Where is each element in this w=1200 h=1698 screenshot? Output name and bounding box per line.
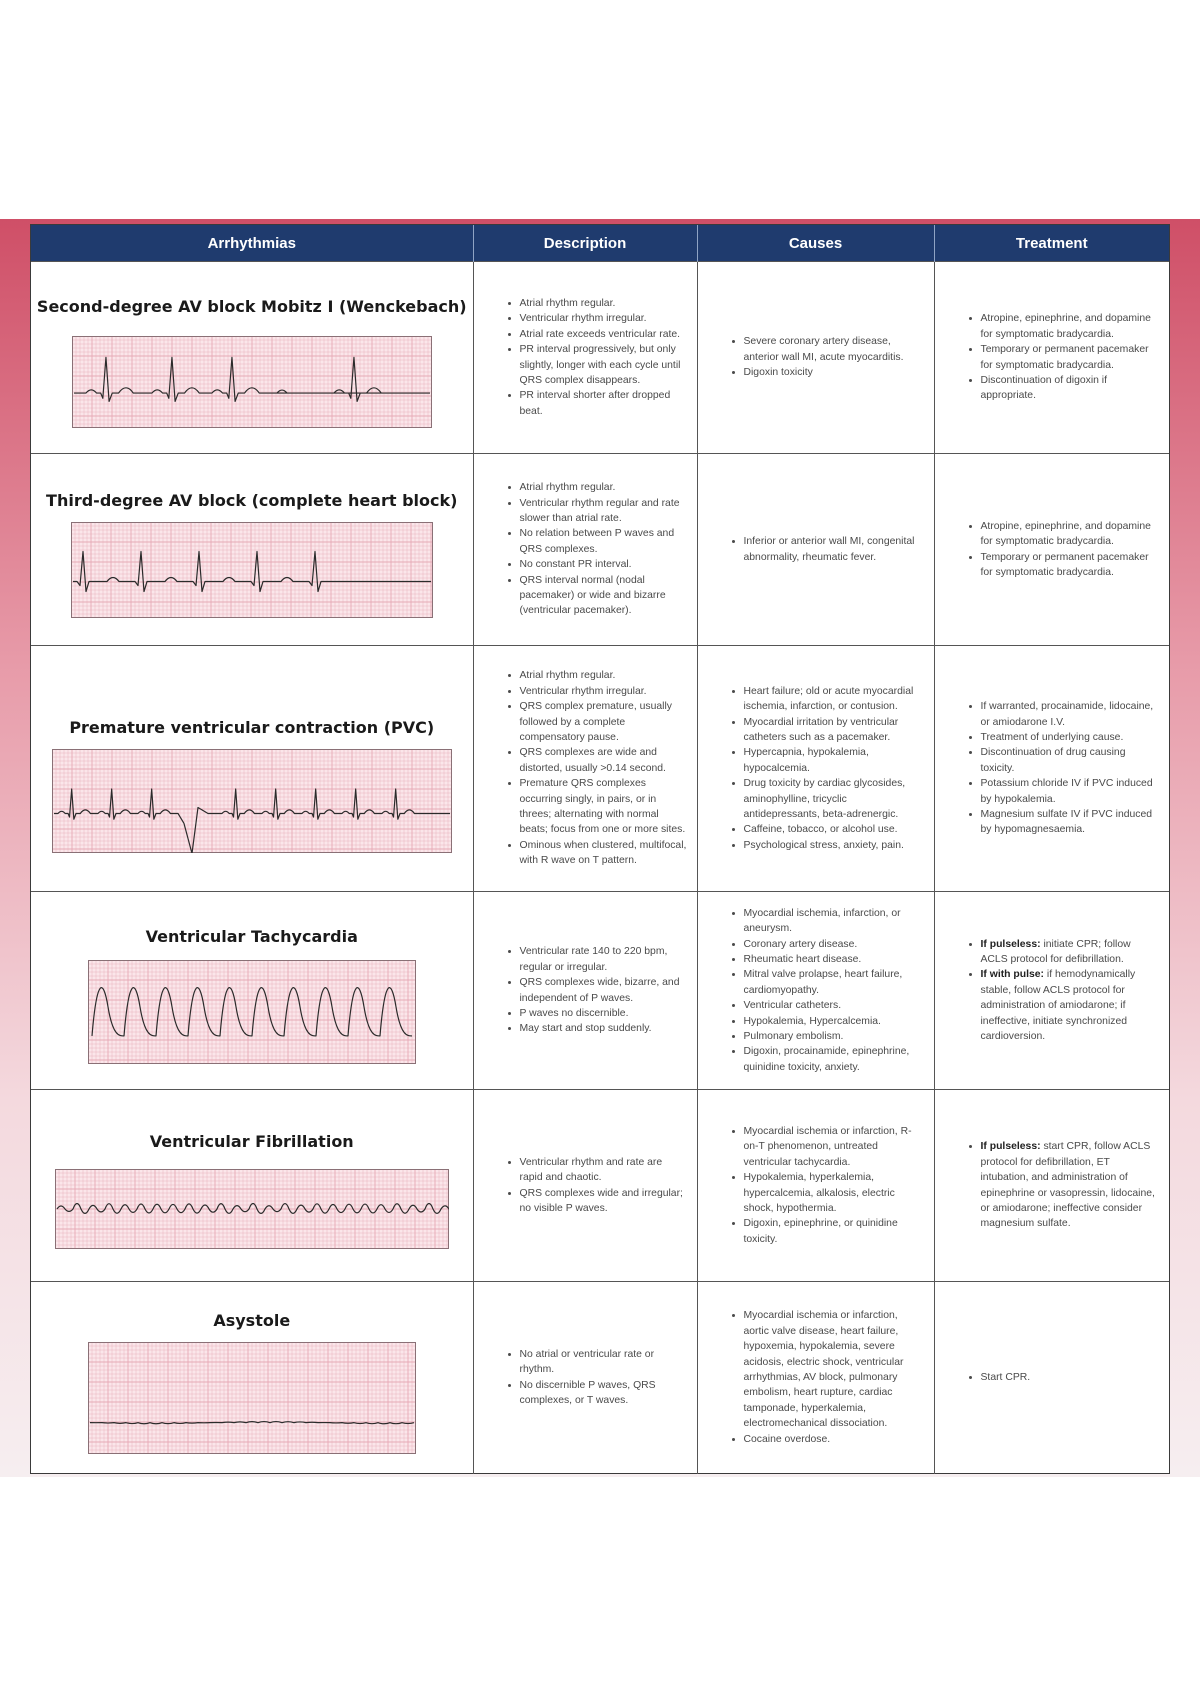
causes-cell xyxy=(697,454,934,646)
treatment-condition-label: If pulseless: xyxy=(980,1141,1041,1153)
ecg-strip xyxy=(88,960,416,1064)
treatment-cell xyxy=(934,892,1169,1090)
treatment-item xyxy=(981,967,1160,1044)
ecg-strip xyxy=(88,1342,416,1454)
description-item: • Ventricular rhythm irregular. xyxy=(520,684,687,699)
table-row xyxy=(31,262,1169,454)
treatment-item: • Discontinuation of drug causing toxicity. xyxy=(981,745,1160,776)
header-causes: Causes xyxy=(697,225,934,262)
description-item: • Atrial rhythm regular. xyxy=(520,480,687,495)
cause-item: • Digoxin, procainamide, epinephrine, quinidine toxicity, anxiety. xyxy=(744,1044,924,1075)
description-item: • PR interval shorter after dropped beat. xyxy=(520,388,687,419)
description-cell xyxy=(473,1090,697,1282)
cause-item: • Inferior or anterior wall MI, congenital abnormality, rheumatic fever. xyxy=(744,534,924,565)
cause-item-list xyxy=(698,684,934,853)
description-cell xyxy=(473,892,697,1090)
cause-item: • Cocaine overdose. xyxy=(744,1432,924,1447)
cause-item: • Psychological stress, anxiety, pain. xyxy=(744,838,924,853)
treatment-item: • Atropine, epinephrine, and dopamine for symptomatic bradycardia. xyxy=(981,311,1160,342)
treatment-condition-text: initiate CPR; follow ACLS protocol for defibrillation. xyxy=(980,938,1131,965)
arrhythmia-name: Second-degree AV block Mobitz I (Wenckebach) xyxy=(36,297,467,316)
causes-cell xyxy=(697,646,934,892)
cause-item: • Coronary artery disease. xyxy=(744,937,924,952)
treatment-condition-label: If with pulse: xyxy=(980,969,1044,981)
cause-item-list xyxy=(698,906,934,1075)
arrhythmia-name: Premature ventricular contraction (PVC) xyxy=(69,718,435,737)
description-item: • Ominous when clustered, multifocal, with R wave on T pattern. xyxy=(520,838,687,869)
description-cell xyxy=(473,1282,697,1474)
description-cell xyxy=(473,262,697,454)
treatment-item xyxy=(981,937,1160,968)
treatment-item-list xyxy=(935,311,1170,403)
description-item-list xyxy=(474,480,697,619)
cause-item: • Hypokalemia, Hypercalcemia. xyxy=(744,1014,924,1029)
ecg-strip xyxy=(55,1169,449,1249)
cause-item: • Mitral valve prolapse, heart failure, cardiomyopathy. xyxy=(744,967,924,998)
treatment-item: • Atropine, epinephrine, and dopamine for symptomatic bradycardia. xyxy=(981,519,1160,550)
description-cell xyxy=(473,454,697,646)
description-item: • Premature QRS complexes occurring singly, in pairs, or in threes; alternating with normal beats; focus from one or more sites. xyxy=(520,776,687,838)
treatment-item: • Start CPR. xyxy=(981,1370,1160,1385)
arrhythmia-cell xyxy=(31,262,473,454)
cause-item: • Digoxin toxicity xyxy=(744,365,924,380)
cause-item-list xyxy=(698,334,934,380)
description-item: • May start and stop suddenly. xyxy=(520,1021,687,1036)
description-item: • No atrial or ventricular rate or rhythm. xyxy=(520,1347,687,1378)
cause-item: • Severe coronary artery disease, anterior wall MI, acute myocarditis. xyxy=(744,334,924,365)
cause-item: • Myocardial ischemia or infarction, aortic valve disease, heart failure, hypoxemia, hypokalemia, severe acidosis, electric shock, ventricular arrhythmias, AV block, pulmonary embolism, heart rupture, cardiac tamponade, hyperkalemia, electromechanical dissociation. xyxy=(744,1308,924,1431)
treatment-item: • Temporary or permanent pacemaker for symptomatic bradycardia. xyxy=(981,550,1160,581)
description-item-list xyxy=(474,1155,697,1217)
treatment-item xyxy=(981,1139,1160,1231)
description-item: • P waves no discernible. xyxy=(520,1006,687,1021)
description-item: • PR interval progressively, but only slightly, longer with each cycle until QRS complex disappears. xyxy=(520,342,687,388)
arrhythmia-cell xyxy=(31,454,473,646)
treatment-item-list xyxy=(935,699,1170,838)
arrhythmia-cell xyxy=(31,1090,473,1282)
treatment-cell xyxy=(934,646,1169,892)
treatment-item-list xyxy=(935,937,1170,1045)
arrhythmia-name: Third-degree AV block (complete heart block) xyxy=(46,491,458,510)
header-row xyxy=(31,225,1169,262)
treatment-condition-text: if hemodynamically stable, follow ACLS protocol for administration of amiodarone; if ineffective, initiate synchronized cardioversion. xyxy=(980,969,1136,1043)
cause-item: • Rheumatic heart disease. xyxy=(744,952,924,967)
treatment-item: • Treatment of underlying cause. xyxy=(981,730,1160,745)
cause-item-list xyxy=(698,534,934,565)
treatment-item: • Temporary or permanent pacemaker for symptomatic bradycardia. xyxy=(981,342,1160,373)
table-row xyxy=(31,1282,1169,1474)
treatment-condition-text: start CPR, follow ACLS protocol for defibrillation, ET intubation, and administration of epinephrine or vasopressin, lidocaine, or amiodarone; ineffective consider magnesium sulfate. xyxy=(980,1141,1155,1230)
description-item-list xyxy=(474,668,697,868)
description-item: • Atrial rate exceeds ventricular rate. xyxy=(520,327,687,342)
arrhythmia-cell xyxy=(31,892,473,1090)
description-item: • No constant PR interval. xyxy=(520,557,687,572)
cause-item: • Pulmonary embolism. xyxy=(744,1029,924,1044)
arrhythmia-sheet xyxy=(30,224,1170,1474)
arrhythmia-name: Asystole xyxy=(213,1311,291,1331)
table-row xyxy=(31,892,1169,1090)
table-row xyxy=(31,454,1169,646)
cause-item: • Myocardial ischemia or infarction, R-on-T phenomenon, untreated ventricular tachycardia. xyxy=(744,1124,924,1170)
description-item: • QRS interval normal (nodal pacemaker) or wide and bizarre (ventricular pacemaker). xyxy=(520,573,687,619)
description-item: • QRS complexes wide and irregular; no visible P waves. xyxy=(520,1186,687,1217)
description-cell xyxy=(473,646,697,892)
description-item: • Atrial rhythm regular. xyxy=(520,296,687,311)
ecg-strip xyxy=(52,749,452,853)
treatment-cell xyxy=(934,454,1169,646)
header-treatment: Treatment xyxy=(934,225,1169,262)
treatment-item-list xyxy=(935,1370,1170,1385)
description-item-list xyxy=(474,1347,697,1409)
header-arrhythmias: Arrhythmias xyxy=(31,225,473,262)
cause-item: • Hypercapnia, hypokalemia, hypocalcemia. xyxy=(744,745,924,776)
causes-cell xyxy=(697,1282,934,1474)
description-item: • QRS complexes wide, bizarre, and independent of P waves. xyxy=(520,975,687,1006)
cause-item: • Hypokalemia, hyperkalemia, hypercalcemia, alkalosis, electric shock, hypothermia. xyxy=(744,1170,924,1216)
arrhythmia-name: Ventricular Tachycardia xyxy=(145,927,358,946)
treatment-item-list xyxy=(935,519,1170,581)
cause-item: • Myocardial irritation by ventricular catheters such as a pacemaker. xyxy=(744,715,924,746)
cause-item: • Drug toxicity by cardiac glycosides, aminophylline, tricyclic antidepressants, beta-adrenergic. xyxy=(744,776,924,822)
description-item: • Ventricular rate 140 to 220 bpm, regular or irregular. xyxy=(520,944,687,975)
causes-cell xyxy=(697,1090,934,1282)
table-row xyxy=(31,1090,1169,1282)
description-item: • QRS complex premature, usually followed by a complete compensatory pause. xyxy=(520,699,687,745)
description-item-list xyxy=(474,944,697,1036)
treatment-item: • If warranted, procainamide, lidocaine, or amiodarone I.V. xyxy=(981,699,1160,730)
cause-item: • Digoxin, epinephrine, or quinidine toxicity. xyxy=(744,1216,924,1247)
causes-cell xyxy=(697,892,934,1090)
ecg-strip xyxy=(71,522,433,618)
treatment-cell xyxy=(934,1090,1169,1282)
description-item-list xyxy=(474,296,697,419)
cause-item: • Ventricular catheters. xyxy=(744,998,924,1013)
description-item: • Ventricular rhythm regular and rate slower than atrial rate. xyxy=(520,496,687,527)
description-item: • Ventricular rhythm and rate are rapid and chaotic. xyxy=(520,1155,687,1186)
description-item: • Atrial rhythm regular. xyxy=(520,668,687,683)
treatment-item-list xyxy=(935,1139,1170,1231)
arrhythmia-name: Ventricular Fibrillation xyxy=(149,1132,354,1151)
causes-cell xyxy=(697,262,934,454)
arrhythmia-table xyxy=(31,225,1169,1474)
header-description: Description xyxy=(473,225,697,262)
cause-item: • Heart failure; old or acute myocardial ischemia, infarction, or contusion. xyxy=(744,684,924,715)
treatment-item: • Discontinuation of digoxin if appropriate. xyxy=(981,373,1160,404)
treatment-condition-label: If pulseless: xyxy=(980,938,1041,950)
treatment-cell xyxy=(934,262,1169,454)
table-row xyxy=(31,646,1169,892)
description-item: • No discernible P waves, QRS complexes, or T waves. xyxy=(520,1378,687,1409)
treatment-item: • Magnesium sulfate IV if PVC induced by hypomagnesaemia. xyxy=(981,807,1160,838)
arrhythmia-cell xyxy=(31,646,473,892)
arrhythmia-cell xyxy=(31,1282,473,1474)
description-item: • Ventricular rhythm irregular. xyxy=(520,311,687,326)
ecg-strip xyxy=(72,336,432,428)
description-item: • QRS complexes are wide and distorted, usually >0.14 second. xyxy=(520,745,687,776)
cause-item-list xyxy=(698,1308,934,1447)
cause-item: • Myocardial ischemia, infarction, or aneurysm. xyxy=(744,906,924,937)
description-item: • No relation between P waves and QRS complexes. xyxy=(520,526,687,557)
treatment-item: • Potassium chloride IV if PVC induced by hypokalemia. xyxy=(981,776,1160,807)
treatment-cell xyxy=(934,1282,1169,1474)
cause-item: • Caffeine, tobacco, or alcohol use. xyxy=(744,822,924,837)
cause-item-list xyxy=(698,1124,934,1247)
